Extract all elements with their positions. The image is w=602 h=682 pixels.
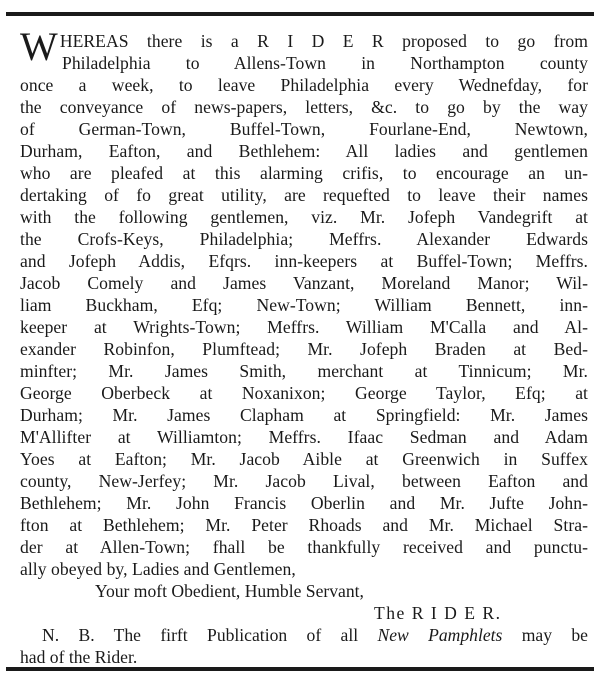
ad-line-1: WHEREAS there is a R I D E R proposed to go from xyxy=(20,24,588,69)
nota-bene-line-1: N. B. The firft Publication of all New Pamphlets may be xyxy=(42,625,588,645)
ad-line: Jacob Comely and James Vanzant, Moreland Manor; Wil- xyxy=(20,273,588,293)
ad-line: George Oberbeck at Noxanixon; George Taylor, Efq; at xyxy=(20,383,588,403)
ad-line: of German-Town, Buffel-Town, Fourlane-End, Newtown, xyxy=(20,119,588,139)
ad-line: Durham; Mr. James Clapham at Springfield: Mr. James xyxy=(20,405,588,425)
ad-line: Yoes at Eafton; Mr. Jacob Aible at Greenwich in Suffex xyxy=(20,449,588,469)
ad-line: once a week, to leave Philadelphia every Wednefday, for xyxy=(20,75,588,95)
ad-line: der at Allen-Town; fhall be thankfully received and punctu- xyxy=(20,537,588,557)
drop-cap: W xyxy=(20,24,58,69)
ad-line: with the following gentlemen, viz. Mr. Jofeph Vandegrift at xyxy=(20,207,588,227)
ad-line: dertaking of fo great utility, are requefted to leave their names xyxy=(20,185,588,205)
ad-line: keeper at Wrights-Town; Meffrs. William M'Calla and Al- xyxy=(20,317,588,337)
ad-line: minfter; Mr. James Smith, merchant at Tinnicum; Mr. xyxy=(20,361,588,381)
ad-line: the Crofs-Keys, Philadelphia; Meffrs. Alexander Edwards xyxy=(20,229,588,249)
top-rule xyxy=(6,12,594,16)
signature: The R I D E R. xyxy=(374,603,502,623)
ad-line: M'Allifter at Williamton; Meffrs. Ifaac Sedman and Adam xyxy=(20,427,588,447)
bottom-rule xyxy=(6,667,594,671)
nota-bene-line-2: had of the Rider. xyxy=(20,647,138,667)
ad-line: and Jofeph Addis, Efqrs. inn-keepers at Buffel-Town; Meffrs. xyxy=(20,251,588,271)
rider-advertisement xyxy=(20,24,588,668)
ad-line: fton at Bethlehem; Mr. Peter Rhoads and Mr. Michael Stra- xyxy=(20,515,588,535)
ad-line: who are pleafed at this alarming crifis, to encourage an un- xyxy=(20,163,588,183)
ad-line: exander Robinfon, Plumftead; Mr. Jofeph Braden at Bed- xyxy=(20,339,588,359)
ad-line: liam Buckham, Efq; New-Town; William Bennett, inn- xyxy=(20,295,588,315)
ad-line: ally obeyed by, Ladies and Gentlemen, xyxy=(20,559,296,579)
ad-line: county, New-Jerfey; Mr. Jacob Lival, between Eafton and xyxy=(20,471,588,491)
ad-line: Durham, Eafton, and Bethlehem: All ladies and gentlemen xyxy=(20,141,588,161)
ad-line: Bethlehem; Mr. John Francis Oberlin and Mr. Jufte John- xyxy=(20,493,588,513)
ad-line-2: Philadelphia to Allens-Town in Northampton county xyxy=(62,53,588,73)
closing-salutation: Your moft Obedient, Humble Servant, xyxy=(95,581,364,601)
ad-line: the conveyance of news-papers, letters, &c. to go by the way xyxy=(20,97,588,117)
